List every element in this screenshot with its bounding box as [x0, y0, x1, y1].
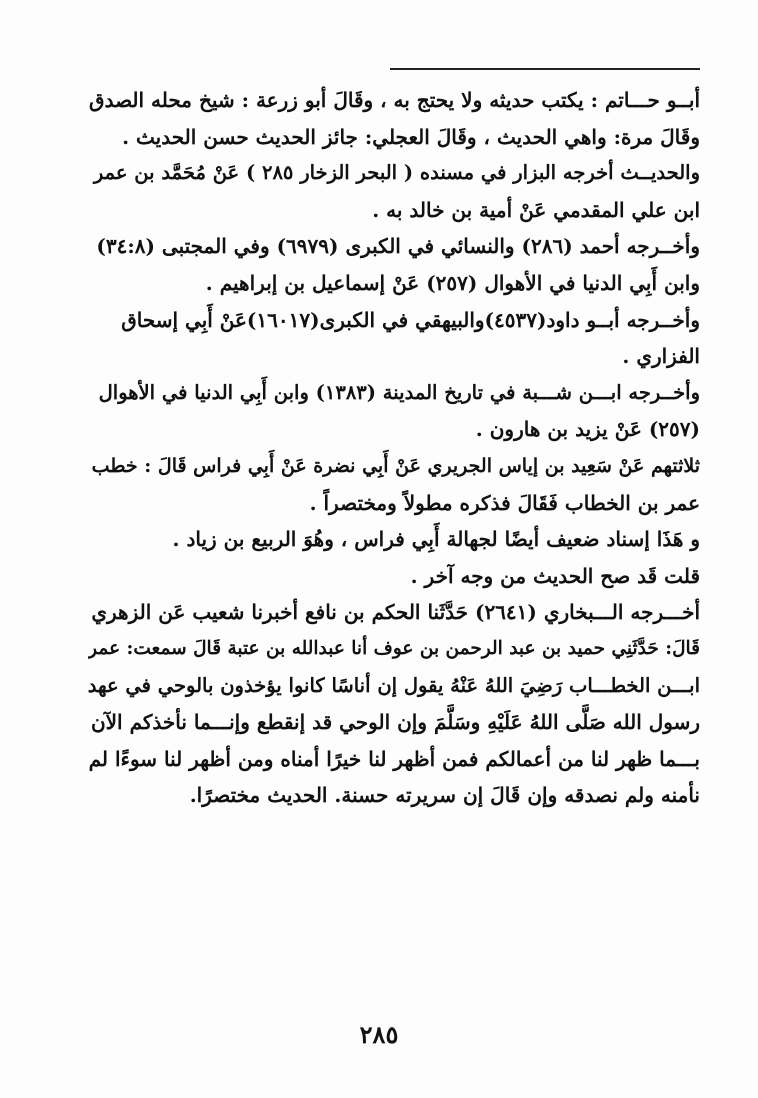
text-line: (٢٥٧) عَنْ يزيد بن هارون . — [475, 417, 700, 442]
text-line: و هَذَا إسناد ضعيف أيضًا لجهالة أَبِي فراس ، وهُوَ الربيع بن زياد . — [172, 527, 700, 552]
text-line: وابن أَبِي الدنيا في الأهوال (٢٥٧) عَنْ إسماعيل بن إبراهيم . — [205, 270, 700, 295]
text-line: الفزاري . — [622, 344, 700, 369]
page-number: ٢٨٥ — [359, 1020, 399, 1049]
text-line: وأخــرجه ابـــن شـــبة في تاريخ المدينة (١٣٨٣) وابن أَبِي الدنيا في الأهوال — [98, 380, 700, 404]
text-line: ثلاثتهم عَنْ سَعِيد بن إياس الجريري عَنْ أَبِي نضرة عَنْ أَبِي فراس قَالَ : خطب — [91, 454, 700, 477]
text-line: والحديــث أخرجه البزار في مسنده ( البحر الزخار ٢٨٥ ) عَنْ مُحَمَّد بن عمر — [93, 161, 700, 185]
text-line: أبــو حـــاتم : يكتب حديثه ولا يحتج به ، وقَالَ أبو زرعة : شيخ محله الصدق — [89, 88, 700, 112]
text-line: ابـــن الخطـــاب رَضِيَ اللهُ عَنْهُ يقول إن أناسًا كانوا يؤخذون بالوحي في عهد — [88, 673, 700, 697]
page-body — [88, 82, 700, 814]
text-line: عمر بن الخطاب فَقَالَ فذكره مطولاً ومختصراً . — [309, 490, 700, 515]
text-line: وأخــرجه أحمد (٢٨٦) والنسائي في الكبرى (٦٩٧٩) وفي المجتبى (٣٤:٨) — [96, 234, 700, 259]
text-line: بـــما ظهر لنا من أعمالكم فمن أظهر لنا خيرًا أمناه ومن أظهر لنا سوءًا لم — [88, 746, 700, 771]
text-line: قَالَ: حَدَّثَنِي حميد بن عبد الرحمن بن عوف أنا عبدالله بن عتبة قَالَ سمعت: عمر — [88, 637, 700, 659]
text-line: وأخــرجه أبــو داود(٤٥٣٧)والبيهقي في الكبرى(١٦٠١٧)عَنْ أَبِي إسحاق — [121, 307, 700, 332]
text-line: وقَالَ مرة: واهي الحديث ، وقَالَ العجلي: جائز الحديث حسن الحديث . — [122, 124, 700, 149]
header-rule — [390, 68, 700, 70]
text-line: قلت قَد صح الحديث من وجه آخر . — [410, 563, 700, 588]
text-line: أخـــرجه الـــبخاري (٢٦٤١) حَدَّثَنا الحكم بن نافع أخبرنا شعيب عَن الزهري — [91, 600, 700, 625]
text-line: ابن علي المقدمي عَنْ أمية بن خالد به . — [372, 197, 700, 222]
text-line: رسول الله صَلَّى اللهُ عَلَيْهِ وسَلَّمَ وإن الوحي قد إنقطع وإنـــما نأخذكم الآن — [90, 710, 700, 735]
text-line: نأمنه ولم نصدقه وإن قَالَ إن سريرته حسنة. الحديث مختصرًا. — [189, 783, 700, 808]
